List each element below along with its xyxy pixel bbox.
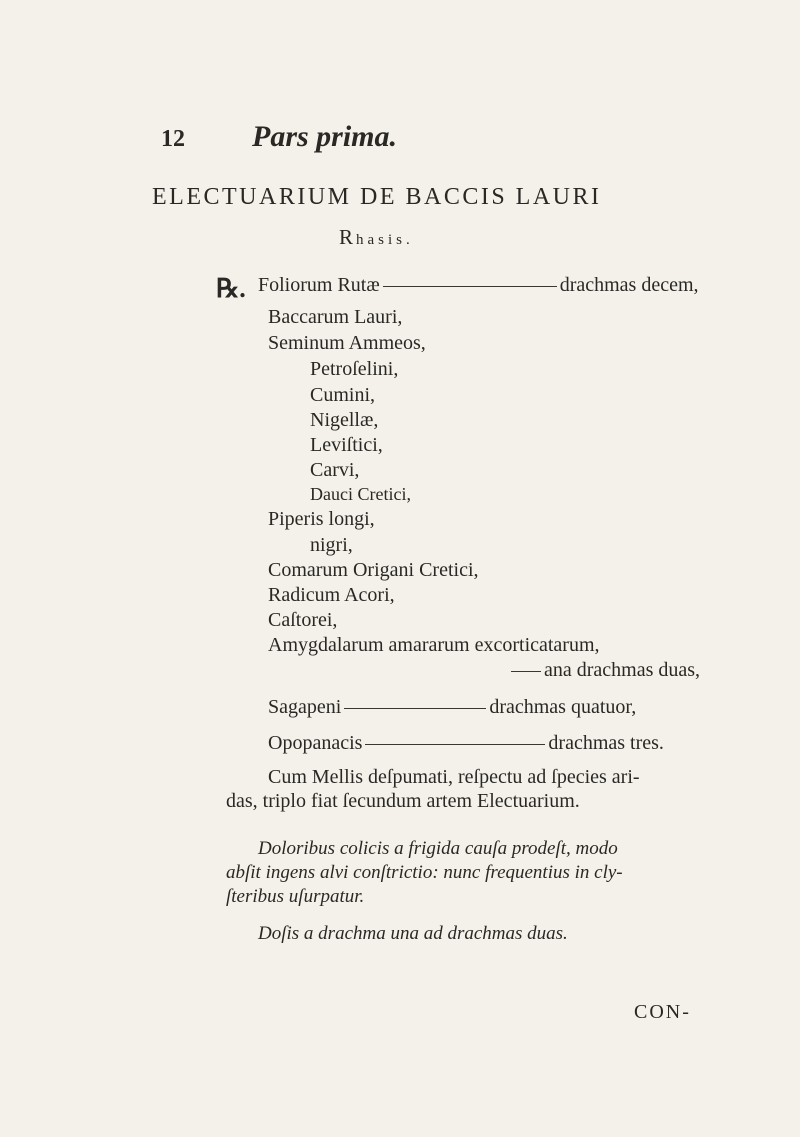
catchword: CON- [634, 1001, 691, 1023]
ingredient-line: Nigellæ, [310, 409, 379, 431]
author-initial: R [339, 225, 357, 249]
ingredient-line: Cumini, [310, 384, 376, 406]
ingredient-amount: drachmas tres. [548, 732, 664, 754]
ingredient-name: Opopanacis [268, 732, 363, 754]
ingredient-amount: ana drachmas duas, [544, 659, 701, 681]
dosage-note: Doſis a drachma una ad drachmas duas. [258, 923, 568, 944]
preparation-text: das, triplo fiat ſecundum artem Electuarium. [226, 790, 580, 812]
ingredient-line: Radicum Acori, [268, 584, 395, 606]
ingredient-line: Caſtorei, [268, 609, 338, 631]
ingredient-line [268, 696, 636, 719]
dash-leader [344, 708, 486, 709]
ingredient-line: Dauci Cretici, [310, 484, 411, 504]
ingredient-name: Sagapeni [268, 696, 342, 718]
running-head: Pars prima. [252, 120, 398, 153]
recipe-symbol: ℞. [216, 274, 246, 303]
ingredient-line: Amygdalarum amararum excorticatarum, [268, 634, 600, 656]
author-rest: hasis. [356, 232, 414, 248]
usage-note: Doloribus colicis a frigida cauſa prodeſt, modo [258, 838, 618, 859]
recipe-title: ELECTUARIUM DE BACCIS LAURI [152, 184, 602, 210]
ingredient-line: Piperis longi, [268, 508, 375, 530]
ingredient-amount: drachmas quatuor, [489, 696, 637, 718]
ingredient-line [268, 732, 664, 755]
preparation-text: Cum Mellis deſpumati, reſpectu ad ſpecies ari- [268, 766, 640, 788]
page-number: 12 [161, 126, 185, 152]
ingredient-line: Leviſtici, [310, 434, 383, 456]
dash-leader [511, 671, 541, 672]
dash-leader [383, 286, 557, 287]
ingredient-line: Comarum Origani Cretici, [268, 559, 479, 581]
author-name [339, 225, 414, 250]
dash-leader [365, 744, 545, 745]
usage-note: ſteribus uſurpatur. [226, 886, 365, 907]
ingredient-name: Foliorum Rutæ [258, 274, 380, 296]
ingredient-amount: drachmas decem, [559, 274, 699, 296]
ingredient-line: Carvi, [310, 459, 360, 481]
usage-note: abſit ingens alvi conſtrictio: nunc frequentius in cly- [226, 862, 623, 883]
ingredient-line [508, 659, 700, 682]
ingredient-line: Petroſelini, [310, 358, 399, 380]
ingredient-line: Baccarum Lauri, [268, 306, 403, 328]
ingredient-line: nigri, [310, 534, 353, 556]
ingredient-line: Seminum Ammeos, [268, 332, 426, 354]
ingredient-line [258, 274, 699, 297]
